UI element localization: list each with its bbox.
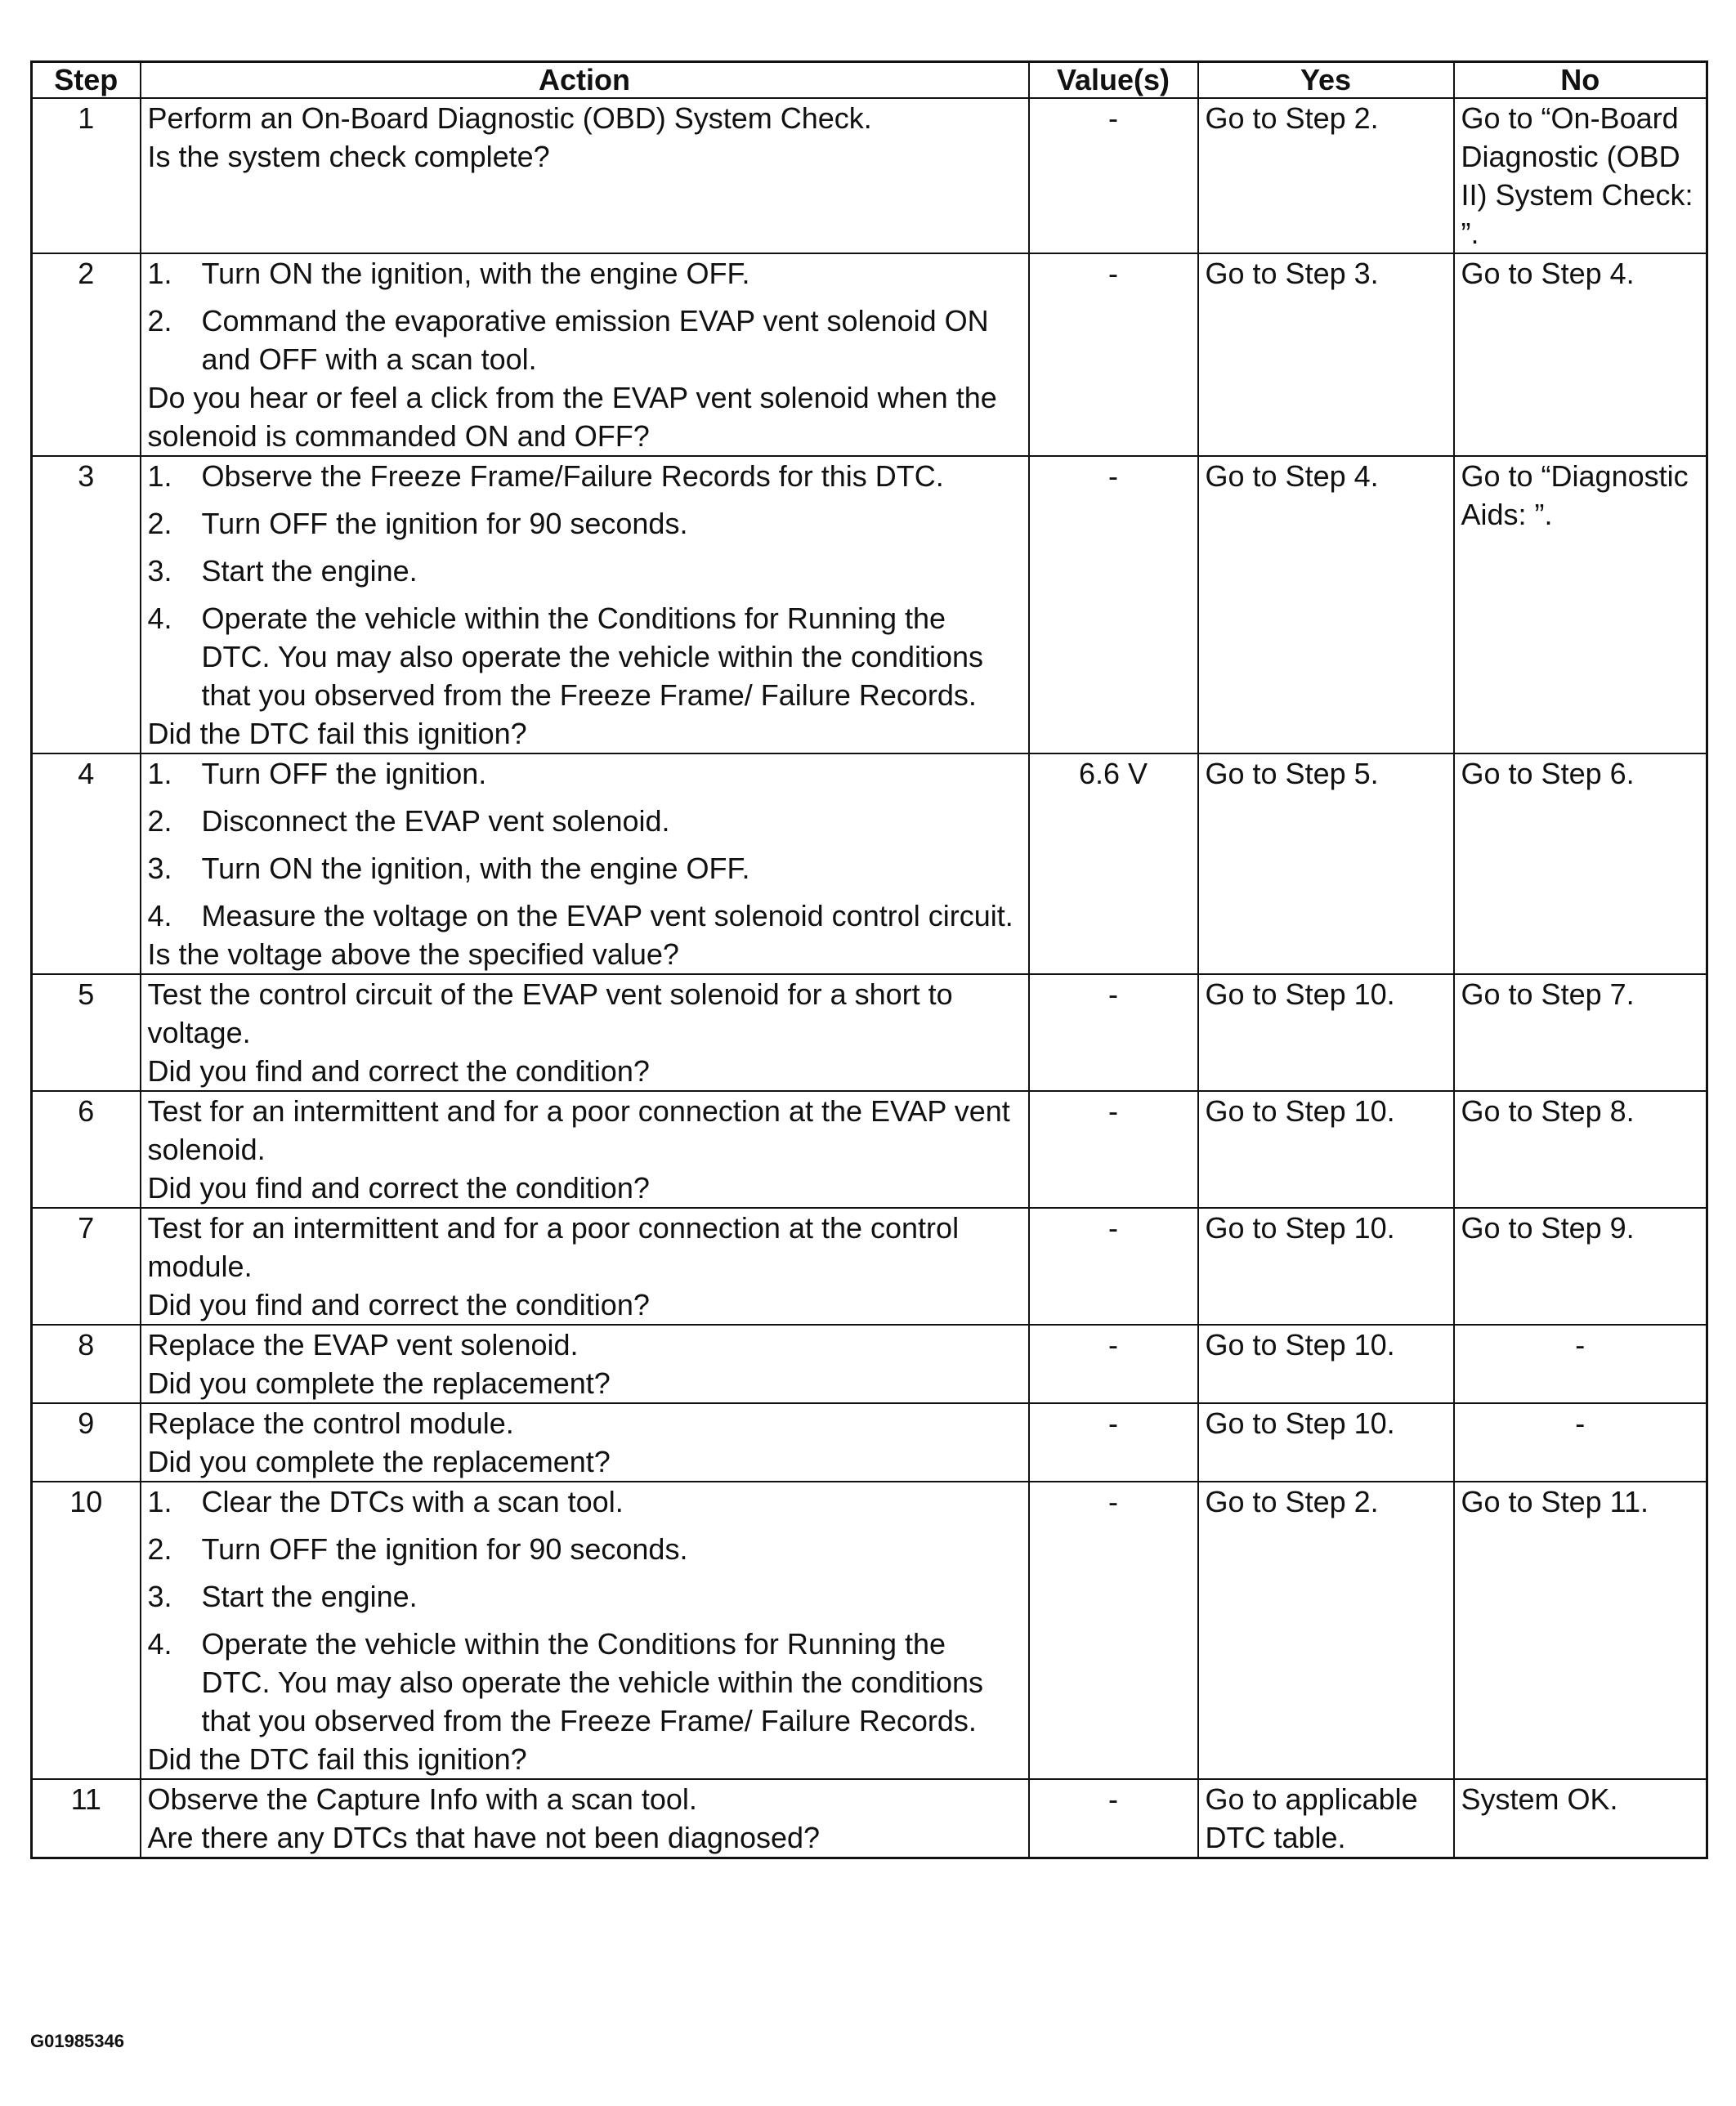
action-step-item (148, 504, 1022, 543)
action-text: Did you find and correct the condition? (147, 1054, 650, 1088)
yes-cell: Go to Step 4. (1198, 456, 1454, 753)
action-step-number: 1. (147, 257, 172, 290)
action-cell (141, 974, 1029, 1091)
value-cell: - (1029, 974, 1198, 1091)
step-number: 6 (32, 1091, 141, 1208)
step-number: 9 (32, 1403, 141, 1482)
action-cell (141, 1779, 1029, 1858)
action-step-text: Measure the voltage on the EVAP vent solenoid control circuit. (201, 899, 1013, 932)
value-cell: - (1029, 1403, 1198, 1482)
yes-cell: Go to Step 2. (1198, 98, 1454, 253)
header-action: Action (141, 62, 1029, 99)
action-text: Are there any DTCs that have not been diagnosed? (147, 1821, 821, 1854)
action-cell (141, 1403, 1029, 1482)
action-cell (141, 456, 1029, 753)
no-cell: Go to “On-Board Diagnostic (OBD II) System Check: ”. (1454, 98, 1707, 253)
action-step-item (148, 1482, 1022, 1521)
action-step-item (148, 849, 1022, 888)
action-cell (141, 1325, 1029, 1403)
action-step-number: 2. (147, 804, 172, 838)
step-number: 3 (32, 456, 141, 753)
value-cell: - (1029, 456, 1198, 753)
table-row (32, 1091, 1707, 1208)
table-row (32, 456, 1707, 753)
action-step-number: 2. (147, 304, 172, 338)
no-cell: Go to “Diagnostic Aids: ”. (1454, 456, 1707, 753)
table-header-row (32, 62, 1707, 99)
yes-cell: Go to applicable DTC table. (1198, 1779, 1454, 1858)
action-text: Did you find and correct the condition? (147, 1171, 650, 1205)
action-question: Is the voltage above the specified value? (147, 937, 679, 971)
table-row (32, 98, 1707, 253)
yes-cell: Go to Step 5. (1198, 753, 1454, 974)
action-step-item (148, 599, 1022, 714)
no-cell: Go to Step 7. (1454, 974, 1707, 1091)
value-cell: - (1029, 98, 1198, 253)
action-step-number: 3. (147, 1580, 172, 1613)
action-step-number: 1. (147, 459, 172, 493)
action-step-number: 1. (147, 757, 172, 790)
value-cell: - (1029, 1208, 1198, 1325)
yes-cell: Go to Step 10. (1198, 974, 1454, 1091)
action-step-item (148, 897, 1022, 935)
action-question: Did the DTC fail this ignition? (147, 1742, 527, 1776)
action-text: Did you complete the replacement? (147, 1445, 611, 1478)
action-step-number: 2. (147, 1532, 172, 1566)
step-number: 2 (32, 253, 141, 456)
header-step: Step (32, 62, 141, 99)
action-cell (141, 253, 1029, 456)
action-step-item (148, 1530, 1022, 1568)
action-cell (141, 1208, 1029, 1325)
yes-cell: Go to Step 10. (1198, 1091, 1454, 1208)
header-values: Value(s) (1029, 62, 1198, 99)
no-cell: - (1454, 1403, 1707, 1482)
action-cell (141, 1482, 1029, 1779)
yes-cell: Go to Step 10. (1198, 1403, 1454, 1482)
action-step-item (148, 552, 1022, 590)
action-text: Is the system check complete? (147, 140, 550, 173)
header-no: No (1454, 62, 1707, 99)
table-row (32, 253, 1707, 456)
action-step-number: 3. (147, 554, 172, 588)
action-step-text: Operate the vehicle within the Conditions for Running the DTC. You may also operate the vehicle within the conditions that you observed from the Freeze Frame/ Failure Records. (201, 601, 984, 712)
yes-cell: Go to Step 10. (1198, 1208, 1454, 1325)
no-cell: Go to Step 11. (1454, 1482, 1707, 1779)
action-text: Observe the Capture Info with a scan tool. (147, 1782, 697, 1816)
action-step-text: Disconnect the EVAP vent solenoid. (201, 804, 670, 838)
action-step-text: Turn OFF the ignition for 90 seconds. (201, 507, 688, 540)
action-text: Did you complete the replacement? (147, 1366, 611, 1400)
yes-cell: Go to Step 2. (1198, 1482, 1454, 1779)
action-step-text: Turn OFF the ignition for 90 seconds. (201, 1532, 688, 1566)
no-cell: System OK. (1454, 1779, 1707, 1858)
table-row (32, 753, 1707, 974)
action-step-text: Turn OFF the ignition. (201, 757, 487, 790)
value-cell: - (1029, 1091, 1198, 1208)
action-step-number: 1. (147, 1485, 172, 1518)
yes-cell: Go to Step 10. (1198, 1325, 1454, 1403)
action-text: Test for an intermittent and for a poor connection at the EVAP vent solenoid. (147, 1094, 1010, 1166)
action-text: Did you find and correct the condition? (147, 1288, 650, 1321)
action-step-text: Start the engine. (201, 1580, 418, 1613)
action-text: Test for an intermittent and for a poor connection at the control module. (147, 1211, 960, 1283)
value-cell: - (1029, 1325, 1198, 1403)
table-row (32, 1325, 1707, 1403)
step-number: 1 (32, 98, 141, 253)
action-question: Did the DTC fail this ignition? (147, 717, 527, 750)
action-step-text: Turn ON the ignition, with the engine OFF. (201, 852, 750, 885)
step-number: 7 (32, 1208, 141, 1325)
action-step-item (148, 302, 1022, 378)
value-cell: 6.6 V (1029, 753, 1198, 974)
action-step-text: Command the evaporative emission EVAP vent solenoid ON and OFF with a scan tool. (201, 304, 989, 376)
action-cell (141, 1091, 1029, 1208)
action-step-item (148, 754, 1022, 793)
action-step-item (148, 1625, 1022, 1740)
diagnostic-table (30, 60, 1708, 1859)
step-number: 11 (32, 1779, 141, 1858)
action-text: Perform an On-Board Diagnostic (OBD) System Check. (147, 101, 872, 135)
action-text: Test the control circuit of the EVAP vent solenoid for a short to voltage. (147, 977, 953, 1049)
action-text: Replace the EVAP vent solenoid. (147, 1328, 579, 1362)
action-step-item (148, 802, 1022, 840)
value-cell: - (1029, 1779, 1198, 1858)
action-cell (141, 753, 1029, 974)
action-step-text: Observe the Freeze Frame/Failure Records for this DTC. (201, 459, 944, 493)
no-cell: - (1454, 1325, 1707, 1403)
value-cell: - (1029, 253, 1198, 456)
no-cell: Go to Step 8. (1454, 1091, 1707, 1208)
action-step-number: 4. (147, 601, 172, 635)
action-step-number: 4. (147, 899, 172, 932)
action-step-text: Clear the DTCs with a scan tool. (201, 1485, 624, 1518)
table-body (32, 98, 1707, 1858)
step-number: 5 (32, 974, 141, 1091)
action-step-item (148, 1577, 1022, 1616)
action-step-number: 2. (147, 507, 172, 540)
action-step-item (148, 254, 1022, 293)
step-number: 10 (32, 1482, 141, 1779)
table-row (32, 1779, 1707, 1858)
no-cell: Go to Step 9. (1454, 1208, 1707, 1325)
table-row (32, 974, 1707, 1091)
yes-cell: Go to Step 3. (1198, 253, 1454, 456)
step-number: 8 (32, 1325, 141, 1403)
no-cell: Go to Step 6. (1454, 753, 1707, 974)
no-cell: Go to Step 4. (1454, 253, 1707, 456)
value-cell: - (1029, 1482, 1198, 1779)
action-step-text: Turn ON the ignition, with the engine OFF. (201, 257, 750, 290)
table-row (32, 1208, 1707, 1325)
action-step-item (148, 457, 1022, 495)
header-yes: Yes (1198, 62, 1454, 99)
action-text: Replace the control module. (147, 1406, 514, 1440)
figure-code: G01985346 (30, 2031, 124, 2051)
action-step-number: 3. (147, 852, 172, 885)
table-row (32, 1403, 1707, 1482)
action-step-text: Operate the vehicle within the Conditions for Running the DTC. You may also operate the vehicle within the conditions that you observed from the Freeze Frame/ Failure Records. (201, 1627, 984, 1737)
action-step-number: 4. (147, 1627, 172, 1661)
table-row (32, 1482, 1707, 1779)
action-cell (141, 98, 1029, 253)
step-number: 4 (32, 753, 141, 974)
action-step-text: Start the engine. (201, 554, 418, 588)
action-question: Do you hear or feel a click from the EVAP vent solenoid when the solenoid is commanded ON and OFF? (147, 381, 997, 453)
